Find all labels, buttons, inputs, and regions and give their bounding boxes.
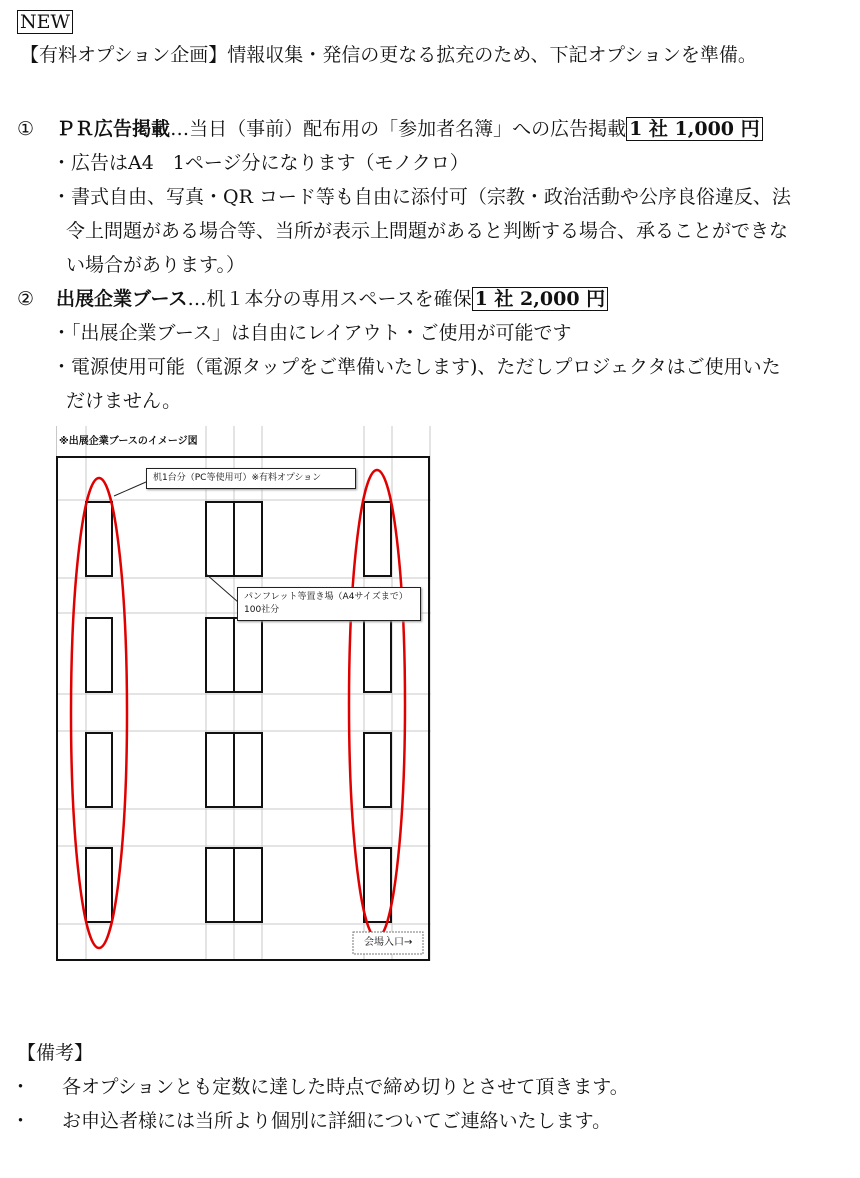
option-1-heading (17, 116, 763, 142)
intro-text: 【有料オプション企画】情報収集・発信の更なる拡充のため、下記オプションを準備。 (20, 44, 757, 66)
option-1-bullet-2-line-1: ・書式自由、写真・QR コード等も自由に添付可（宗教・政治活動や公序良俗違反、法 (52, 186, 791, 208)
pamphlet-callout-line-1: パンフレット等置き場（A4サイズまで） (244, 592, 408, 602)
option-2-number: ② (17, 288, 35, 310)
option-1-bullet-1: ・広告はA4 1ページ分になります（モノクロ） (52, 152, 469, 174)
notes-item-text: 各オプションとも定数に達した時点で締め切りとさせて頂きます。 (62, 1076, 629, 1098)
desk-callout-text: 机1台分（PC等使用可）※有料オプション (153, 473, 322, 483)
option-1-price: 1 社 1,000 円 (626, 117, 763, 141)
option-2-bullet-2-line-2: だけません。 (66, 390, 182, 412)
option-2-bullet-2-line-1: ・電源使用可能（電源タップをご準備いたします)、ただしプロジェクタはご使用いた (52, 356, 781, 378)
notes-heading: 【備考】 (17, 1042, 94, 1064)
pamphlet-callout-line-2: 100社分 (244, 605, 280, 615)
option-1-title: ＰＲ広告掲載 (56, 118, 171, 140)
option-2-desc: …机１本分の専用スペースを確保 (187, 288, 472, 310)
diagram-title: ※出展企業ブースのイメージ図 (59, 436, 198, 447)
option-2-price: 1 社 2,000 円 (472, 287, 609, 311)
notes-bullet: ・ (11, 1076, 31, 1098)
notes-item-text: お申込者様には当所より個別に詳細についてご連絡いたします。 (62, 1110, 612, 1132)
left-desks (86, 502, 112, 922)
new-badge: NEW (17, 10, 73, 34)
desk-callout (146, 468, 356, 489)
entrance-label: 会場入口→ (364, 937, 413, 948)
notes-item-1 (11, 1074, 629, 1100)
booth-layout-graphic (56, 426, 431, 961)
booth-layout-diagram (56, 426, 431, 961)
highlight-left-booths (71, 478, 127, 948)
notes-bullet: ・ (11, 1110, 31, 1132)
right-desks (364, 502, 391, 922)
highlight-right-booths (349, 470, 405, 938)
option-1-bullet-2-line-2: 令上問題がある場合等、当所が表示上問題があると判断する場合、承ることができな (66, 220, 789, 242)
option-1-bullet-2-line-3: い場合があります。） (66, 254, 245, 276)
option-1-desc: …当日（事前）配布用の「参加者名簿」への広告掲載 (170, 118, 627, 140)
notes-item-2 (11, 1108, 611, 1134)
option-2-title: 出展企業ブース (56, 288, 188, 310)
option-1-number: ① (17, 118, 35, 140)
option-2-bullet-1: ・「出展企業ブース」は自由にレイアウト・ご使用が可能です (52, 322, 572, 344)
option-2-heading (17, 286, 608, 312)
desk-callout-pointer (114, 482, 146, 496)
pamphlet-callout (237, 587, 421, 621)
